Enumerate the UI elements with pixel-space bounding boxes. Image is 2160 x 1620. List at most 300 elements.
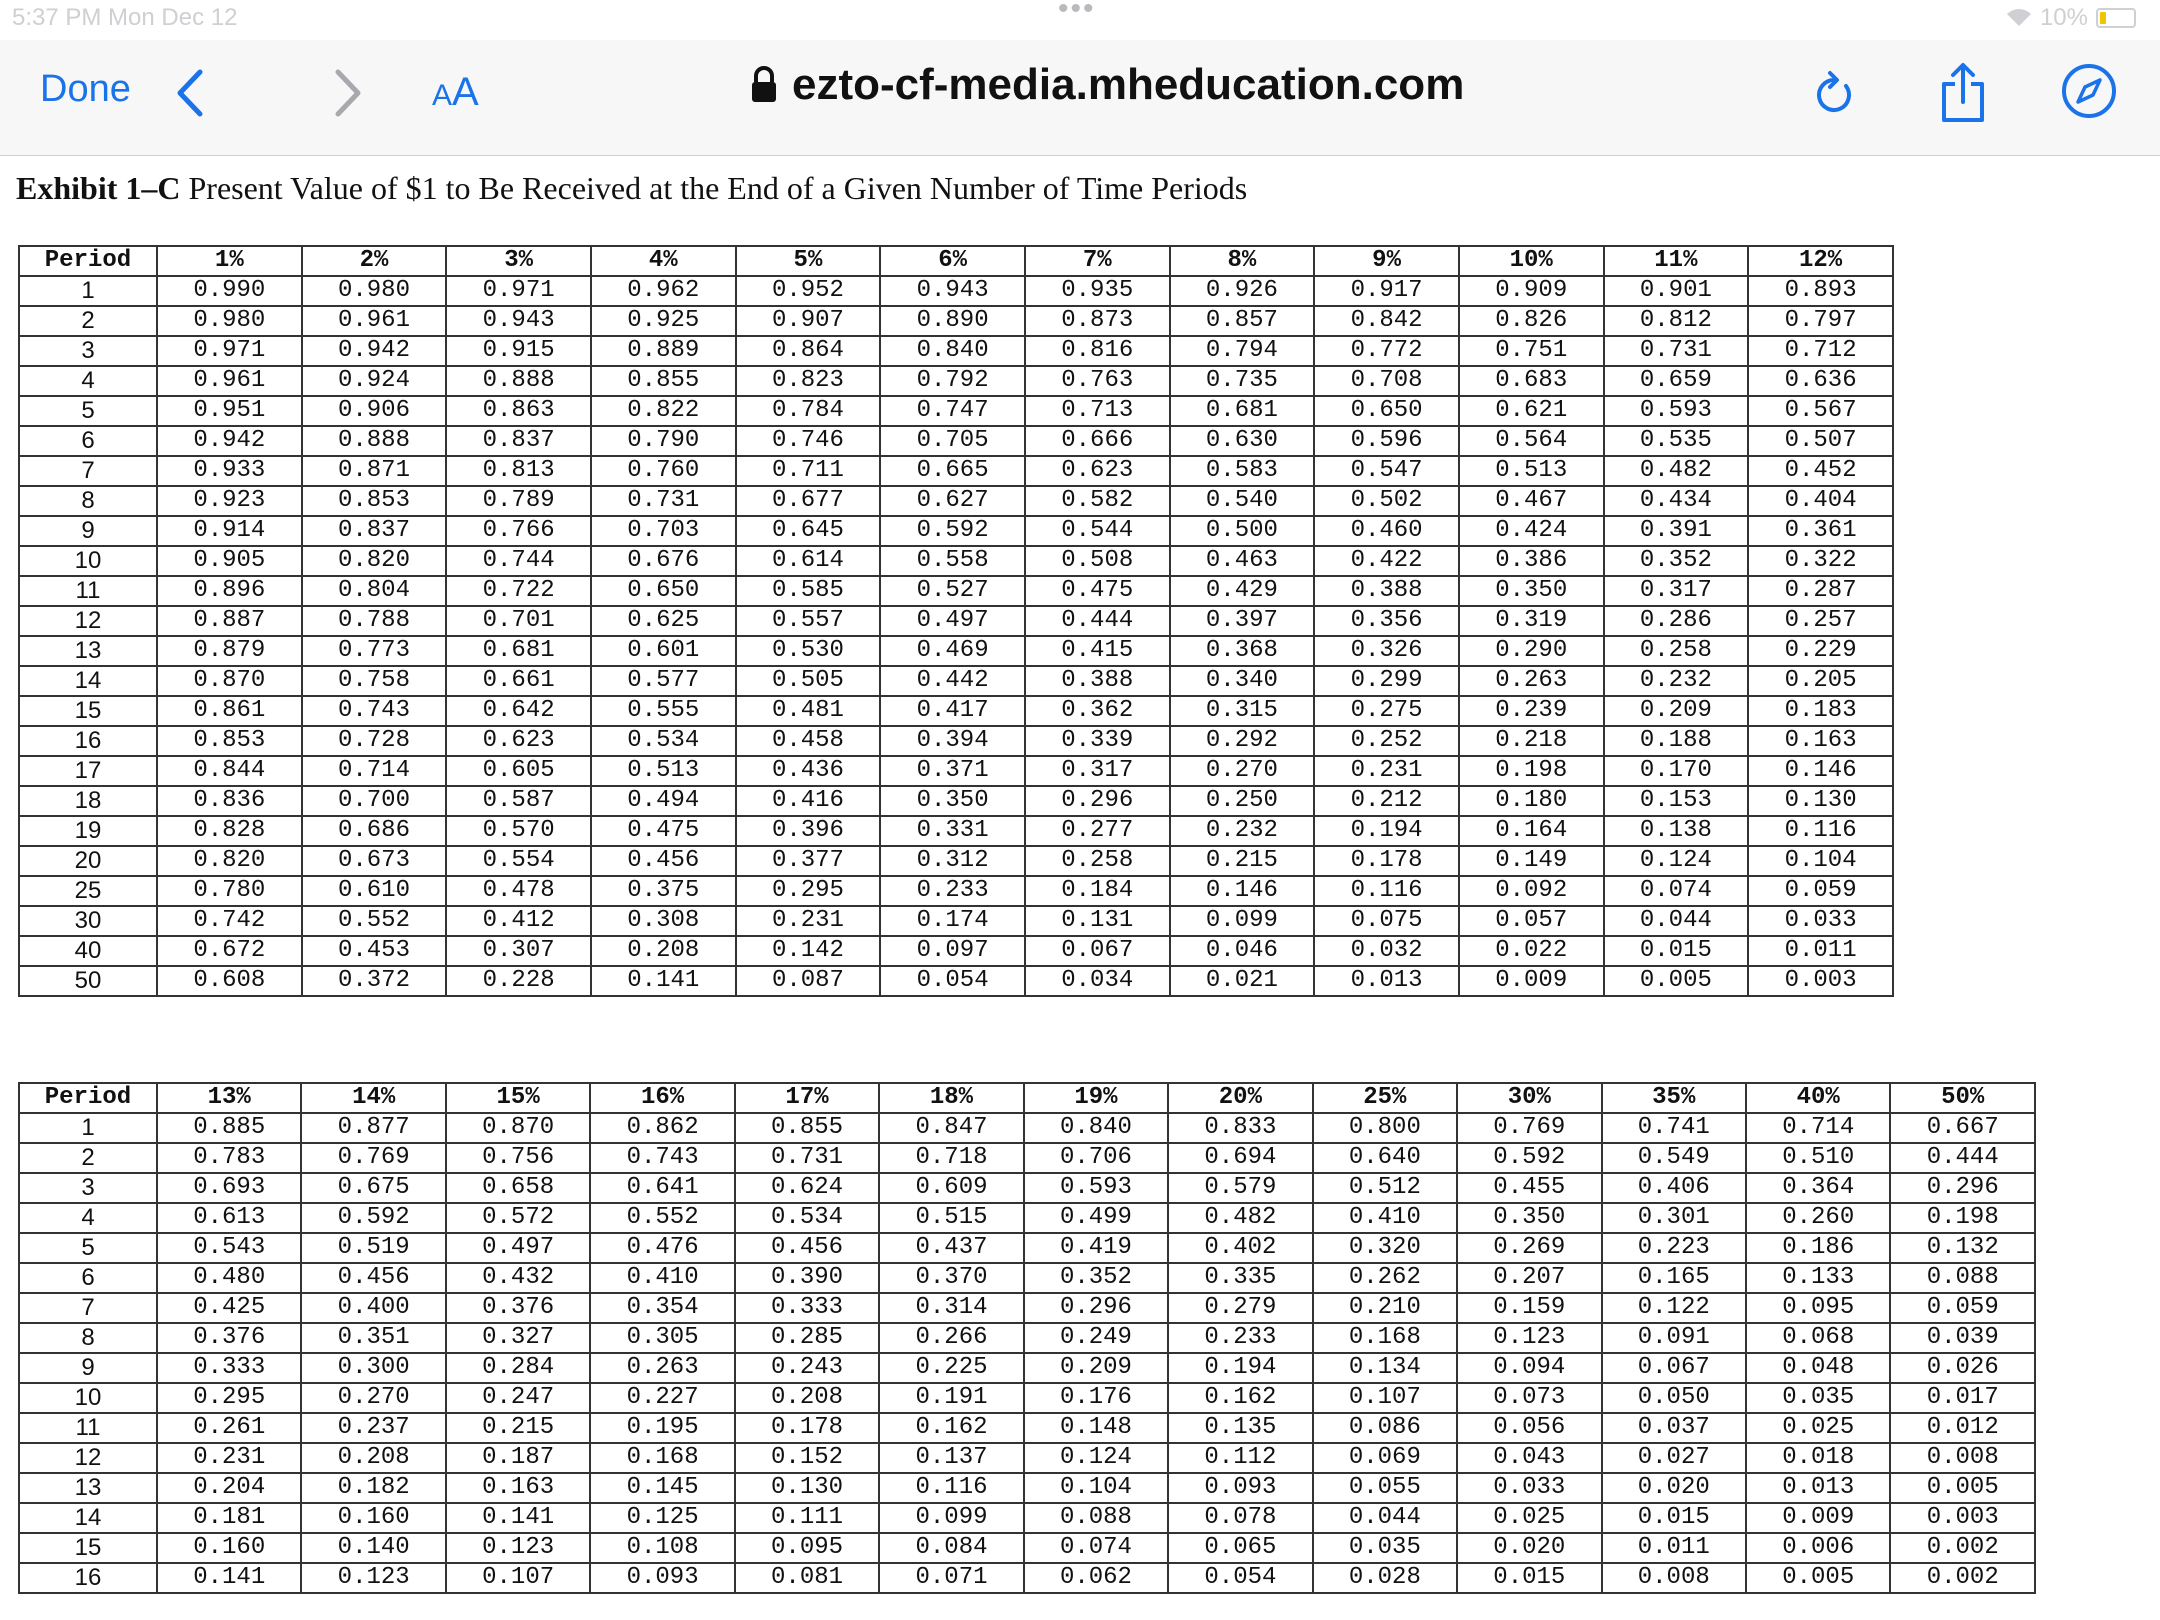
period-cell: 14 — [19, 666, 157, 696]
pv-factor-cell: 0.377 — [736, 846, 881, 876]
pv-factor-cell: 0.512 — [1313, 1173, 1457, 1203]
pv-factor-cell: 0.813 — [446, 456, 591, 486]
pv-factor-cell: 0.011 — [1602, 1533, 1746, 1563]
pv-factor-cell: 0.198 — [1459, 756, 1604, 786]
pv-factor-cell: 0.059 — [1748, 876, 1893, 906]
pv-factor-cell: 0.215 — [1170, 846, 1315, 876]
pv-factor-cell: 0.478 — [446, 876, 591, 906]
pv-factor-cell: 0.188 — [1604, 726, 1749, 756]
multitasking-dots[interactable]: ••• — [1058, 0, 1096, 25]
pv-factor-cell: 0.784 — [736, 396, 881, 426]
pv-factor-cell: 0.002 — [1890, 1563, 2035, 1593]
pv-factor-cell: 0.043 — [1457, 1443, 1601, 1473]
pv-factor-cell: 0.780 — [157, 876, 302, 906]
pv-factor-cell: 0.743 — [590, 1143, 734, 1173]
table-row — [19, 696, 1893, 726]
status-right — [2006, 4, 2136, 32]
pv-factor-cell: 0.879 — [157, 636, 302, 666]
pv-factor-cell: 0.592 — [1457, 1143, 1601, 1173]
pv-factor-cell: 0.184 — [1025, 876, 1170, 906]
rate-column-header: 17% — [735, 1083, 879, 1113]
pv-factor-cell: 0.037 — [1602, 1413, 1746, 1443]
pv-factor-cell: 0.275 — [1314, 696, 1459, 726]
share-icon[interactable] — [1938, 62, 1988, 124]
pv-factor-cell: 0.623 — [446, 726, 591, 756]
pv-factor-cell: 0.388 — [1025, 666, 1170, 696]
pv-factor-cell: 0.075 — [1314, 906, 1459, 936]
pv-factor-cell: 0.820 — [302, 546, 447, 576]
pv-factor-cell: 0.636 — [1748, 366, 1893, 396]
table-row — [19, 1383, 2035, 1413]
pv-factor-cell: 0.444 — [1890, 1143, 2035, 1173]
pv-factor-cell: 0.659 — [1604, 366, 1749, 396]
pv-factor-cell: 0.650 — [1314, 396, 1459, 426]
pv-factor-cell: 0.790 — [591, 426, 736, 456]
period-cell: 1 — [19, 276, 157, 306]
period-cell: 13 — [19, 1473, 157, 1503]
pv-factor-cell: 0.534 — [591, 726, 736, 756]
pv-factor-cell: 0.176 — [1024, 1383, 1168, 1413]
table-row — [19, 1443, 2035, 1473]
pv-factor-cell: 0.507 — [1748, 426, 1893, 456]
pv-factor-cell: 0.170 — [1604, 756, 1749, 786]
pv-factor-cell: 0.207 — [1457, 1263, 1601, 1293]
table-row — [19, 1143, 2035, 1173]
pv-factor-cell: 0.168 — [590, 1443, 734, 1473]
pv-factor-cell: 0.773 — [302, 636, 447, 666]
pv-factor-cell: 0.012 — [1890, 1413, 2035, 1443]
pv-factor-cell: 0.712 — [1748, 336, 1893, 366]
pv-factor-cell: 0.178 — [735, 1413, 879, 1443]
pv-factor-cell: 0.706 — [1024, 1143, 1168, 1173]
pv-factor-cell: 0.296 — [1024, 1293, 1168, 1323]
pv-factor-cell: 0.751 — [1459, 336, 1604, 366]
pv-factor-cell: 0.429 — [1170, 576, 1315, 606]
pv-factor-cell: 0.068 — [1746, 1323, 1890, 1353]
pv-factor-cell: 0.543 — [157, 1233, 301, 1263]
pv-factor-cell: 0.008 — [1890, 1443, 2035, 1473]
pv-factor-cell: 0.681 — [1170, 396, 1315, 426]
period-cell: 14 — [19, 1503, 157, 1533]
rate-column-header: 7% — [1025, 246, 1170, 276]
pv-factor-cell: 0.317 — [1604, 576, 1749, 606]
pv-factor-cell: 0.666 — [1025, 426, 1170, 456]
table-row — [19, 546, 1893, 576]
pv-factor-cell: 0.181 — [157, 1503, 301, 1533]
pv-factor-cell: 0.424 — [1459, 516, 1604, 546]
rate-column-header: 2% — [302, 246, 447, 276]
pv-factor-cell: 0.914 — [157, 516, 302, 546]
pv-factor-cell: 0.044 — [1313, 1503, 1457, 1533]
pv-factor-cell: 0.772 — [1314, 336, 1459, 366]
rate-column-header: 10% — [1459, 246, 1604, 276]
pv-factor-cell: 0.741 — [1602, 1113, 1746, 1143]
pv-factor-cell: 0.160 — [301, 1503, 445, 1533]
pv-factor-cell: 0.693 — [157, 1173, 301, 1203]
pv-factor-cell: 0.205 — [1748, 666, 1893, 696]
pv-factor-cell: 0.476 — [590, 1233, 734, 1263]
table-row — [19, 876, 1893, 906]
pv-factor-cell: 0.296 — [1890, 1173, 2035, 1203]
period-cell: 6 — [19, 1263, 157, 1293]
pv-factor-cell: 0.396 — [736, 816, 881, 846]
pv-factor-cell: 0.125 — [590, 1503, 734, 1533]
period-cell: 4 — [19, 366, 157, 396]
pv-factor-cell: 0.510 — [1746, 1143, 1890, 1173]
pv-factor-cell: 0.340 — [1170, 666, 1315, 696]
pv-factor-cell: 0.231 — [736, 906, 881, 936]
pv-factor-cell: 0.417 — [880, 696, 1025, 726]
pv-factor-cell: 0.701 — [446, 606, 591, 636]
pv-factor-cell: 0.285 — [735, 1323, 879, 1353]
pv-factor-cell: 0.971 — [157, 336, 302, 366]
pv-factor-cell: 0.069 — [1313, 1443, 1457, 1473]
pv-factor-cell: 0.138 — [1604, 816, 1749, 846]
pv-factor-cell: 0.364 — [1746, 1173, 1890, 1203]
battery-icon — [2096, 8, 2136, 28]
pv-factor-cell: 0.855 — [591, 366, 736, 396]
pv-factor-cell: 0.627 — [880, 486, 1025, 516]
pv-factor-cell: 0.308 — [591, 906, 736, 936]
pv-factor-cell: 0.540 — [1170, 486, 1315, 516]
table-row — [19, 1533, 2035, 1563]
pv-factor-cell: 0.065 — [1168, 1533, 1312, 1563]
pv-factor-cell: 0.025 — [1746, 1413, 1890, 1443]
pv-factor-cell: 0.279 — [1168, 1293, 1312, 1323]
table-row — [19, 816, 1893, 846]
table-row — [19, 756, 1893, 786]
pv-factor-cell: 0.718 — [879, 1143, 1023, 1173]
pv-factor-cell: 0.056 — [1457, 1413, 1601, 1443]
pv-factor-cell: 0.122 — [1602, 1293, 1746, 1323]
table-row — [19, 456, 1893, 486]
rate-column-header: 20% — [1168, 1083, 1312, 1113]
pv-factor-cell: 0.686 — [302, 816, 447, 846]
rate-column-header: 35% — [1602, 1083, 1746, 1113]
forward-icon[interactable] — [330, 66, 366, 120]
pv-factor-cell: 0.596 — [1314, 426, 1459, 456]
pv-factor-cell: 0.258 — [1604, 636, 1749, 666]
pv-factor-cell: 0.731 — [591, 486, 736, 516]
pv-factor-cell: 0.015 — [1604, 936, 1749, 966]
pv-factor-cell: 0.896 — [157, 576, 302, 606]
pv-factor-cell: 0.935 — [1025, 276, 1170, 306]
pv-factor-cell: 0.194 — [1314, 816, 1459, 846]
pv-factor-cell: 0.386 — [1459, 546, 1604, 576]
rate-column-header: 14% — [301, 1083, 445, 1113]
pv-factor-cell: 0.870 — [446, 1113, 590, 1143]
pv-factor-cell: 0.763 — [1025, 366, 1170, 396]
pv-factor-cell: 0.907 — [736, 306, 881, 336]
pv-factor-cell: 0.961 — [157, 366, 302, 396]
pv-factor-cell: 0.059 — [1890, 1293, 2035, 1323]
pv-factor-cell: 0.673 — [302, 846, 447, 876]
pv-factor-cell: 0.661 — [446, 666, 591, 696]
pv-factor-cell: 0.033 — [1748, 906, 1893, 936]
pv-factor-cell: 0.683 — [1459, 366, 1604, 396]
pv-factor-cell: 0.054 — [880, 966, 1025, 996]
rate-column-header: 12% — [1748, 246, 1893, 276]
pv-factor-cell: 0.174 — [880, 906, 1025, 936]
pv-factor-cell: 0.621 — [1459, 396, 1604, 426]
pv-factor-cell: 0.124 — [1604, 846, 1749, 876]
pv-factor-cell: 0.107 — [446, 1563, 590, 1593]
pv-factor-cell: 0.062 — [1024, 1563, 1168, 1593]
pv-factor-cell: 0.708 — [1314, 366, 1459, 396]
pv-factor-cell: 0.123 — [446, 1533, 590, 1563]
pv-factor-cell: 0.231 — [1314, 756, 1459, 786]
pv-factor-cell: 0.552 — [302, 906, 447, 936]
pv-factor-cell: 0.326 — [1314, 636, 1459, 666]
pv-factor-cell: 0.564 — [1459, 426, 1604, 456]
pv-factor-cell: 0.132 — [1890, 1233, 2035, 1263]
pv-factor-cell: 0.844 — [157, 756, 302, 786]
period-cell: 5 — [19, 1233, 157, 1263]
rate-column-header: 6% — [880, 246, 1025, 276]
pv-factor-cell: 0.074 — [1604, 876, 1749, 906]
table-row — [19, 1413, 2035, 1443]
battery-percent: 10% — [2039, 4, 2088, 31]
pv-factor-cell: 0.980 — [302, 276, 447, 306]
pv-factor-cell: 0.286 — [1604, 606, 1749, 636]
period-cell: 10 — [19, 546, 157, 576]
pv-factor-cell: 0.458 — [736, 726, 881, 756]
back-icon[interactable] — [172, 66, 208, 120]
period-column-header: Period — [19, 1083, 157, 1113]
pv-factor-cell: 0.011 — [1748, 936, 1893, 966]
pv-factor-cell: 0.681 — [446, 636, 591, 666]
table-header-row — [19, 1083, 2035, 1113]
pv-factor-cell: 0.942 — [157, 426, 302, 456]
pv-factor-cell: 0.943 — [880, 276, 1025, 306]
pv-factor-cell: 0.971 — [446, 276, 591, 306]
pv-factor-cell: 0.760 — [591, 456, 736, 486]
pv-factor-cell: 0.833 — [1168, 1113, 1312, 1143]
pv-factor-cell: 0.456 — [591, 846, 736, 876]
pv-factor-cell: 0.231 — [157, 1443, 301, 1473]
pv-factor-cell: 0.191 — [879, 1383, 1023, 1413]
pv-factor-cell: 0.585 — [736, 576, 881, 606]
pv-factor-cell: 0.534 — [735, 1203, 879, 1233]
pv-factor-cell: 0.614 — [736, 546, 881, 576]
pv-factor-cell: 0.877 — [301, 1113, 445, 1143]
pv-factor-cell: 0.091 — [1602, 1323, 1746, 1353]
period-cell: 3 — [19, 1173, 157, 1203]
pv-factor-cell: 0.086 — [1313, 1413, 1457, 1443]
pv-factor-cell: 0.890 — [880, 306, 1025, 336]
pv-factor-cell: 0.731 — [735, 1143, 879, 1173]
pv-factor-cell: 0.847 — [879, 1113, 1023, 1143]
pv-factor-cell: 0.208 — [301, 1443, 445, 1473]
pv-factor-cell: 0.456 — [735, 1233, 879, 1263]
pv-factor-cell: 0.623 — [1025, 456, 1170, 486]
lock-icon — [750, 66, 778, 104]
pv-factor-cell: 0.249 — [1024, 1323, 1168, 1353]
pv-factor-cell: 0.301 — [1602, 1203, 1746, 1233]
pv-factor-cell: 0.055 — [1313, 1473, 1457, 1503]
table-row — [19, 336, 1893, 366]
pv-factor-cell: 0.593 — [1604, 396, 1749, 426]
pv-factor-cell: 0.131 — [1025, 906, 1170, 936]
pv-factor-cell: 0.044 — [1604, 906, 1749, 936]
address-bar[interactable] — [750, 60, 1464, 110]
table-row — [19, 1113, 2035, 1143]
pv-factor-cell: 0.558 — [880, 546, 1025, 576]
table-row — [19, 1353, 2035, 1383]
pv-factor-cell: 0.333 — [157, 1353, 301, 1383]
pv-factor-cell: 0.820 — [157, 846, 302, 876]
pv-factor-cell: 0.356 — [1314, 606, 1459, 636]
pv-factor-cell: 0.415 — [1025, 636, 1170, 666]
pv-factor-cell: 0.794 — [1170, 336, 1315, 366]
pv-factor-cell: 0.500 — [1170, 516, 1315, 546]
pv-factor-cell: 0.239 — [1459, 696, 1604, 726]
done-button[interactable]: Done — [40, 68, 131, 110]
pv-factor-cell: 0.642 — [446, 696, 591, 726]
pv-factor-cell: 0.209 — [1024, 1353, 1168, 1383]
period-cell: 20 — [19, 846, 157, 876]
period-cell: 16 — [19, 726, 157, 756]
reload-icon[interactable] — [1812, 70, 1856, 120]
pv-factor-cell: 0.926 — [1170, 276, 1315, 306]
status-time: 5:37 PM Mon Dec 12 — [12, 4, 238, 31]
pv-factor-cell: 0.352 — [1604, 546, 1749, 576]
pv-factor-cell: 0.694 — [1168, 1143, 1312, 1173]
pv-factor-cell: 0.714 — [1746, 1113, 1890, 1143]
pv-factor-cell: 0.093 — [590, 1563, 734, 1593]
table-row — [19, 276, 1893, 306]
period-cell: 25 — [19, 876, 157, 906]
pv-factor-cell: 0.232 — [1604, 666, 1749, 696]
pv-factor-cell: 0.021 — [1170, 966, 1315, 996]
pv-factor-cell: 0.873 — [1025, 306, 1170, 336]
pv-factor-cell: 0.513 — [1459, 456, 1604, 486]
pv-factor-cell: 0.925 — [591, 306, 736, 336]
pv-factor-cell: 0.630 — [1170, 426, 1315, 456]
pv-factor-cell: 0.198 — [1890, 1203, 2035, 1233]
pv-factor-cell: 0.870 — [157, 666, 302, 696]
period-cell: 50 — [19, 966, 157, 996]
pv-factor-cell: 0.667 — [1890, 1113, 2035, 1143]
present-value-table-2 — [18, 1082, 2036, 1594]
exhibit-title — [16, 170, 1247, 207]
pv-factor-cell: 0.292 — [1170, 726, 1315, 756]
pv-factor-cell: 0.951 — [157, 396, 302, 426]
pv-factor-cell: 0.145 — [590, 1473, 734, 1503]
pv-factor-cell: 0.233 — [880, 876, 1025, 906]
pv-factor-cell: 0.137 — [879, 1443, 1023, 1473]
pv-factor-cell: 0.676 — [591, 546, 736, 576]
pv-factor-cell: 0.270 — [301, 1383, 445, 1413]
rate-column-header: 8% — [1170, 246, 1315, 276]
pv-factor-cell: 0.372 — [302, 966, 447, 996]
pv-factor-cell: 0.481 — [736, 696, 881, 726]
pv-factor-cell: 0.402 — [1168, 1233, 1312, 1263]
period-cell: 2 — [19, 306, 157, 336]
compass-icon[interactable] — [2060, 62, 2118, 120]
rate-column-header: 5% — [736, 246, 881, 276]
pv-factor-cell: 0.397 — [1170, 606, 1315, 636]
pv-factor-cell: 0.182 — [301, 1473, 445, 1503]
status-bar — [0, 0, 2160, 40]
pv-factor-cell: 0.168 — [1313, 1323, 1457, 1353]
pv-factor-cell: 0.804 — [302, 576, 447, 606]
pv-factor-cell: 0.017 — [1890, 1383, 2035, 1413]
pv-factor-cell: 0.108 — [590, 1533, 734, 1563]
pv-factor-cell: 0.163 — [446, 1473, 590, 1503]
pv-factor-cell: 0.130 — [735, 1473, 879, 1503]
period-cell: 2 — [19, 1143, 157, 1173]
pv-factor-cell: 0.290 — [1459, 636, 1604, 666]
pv-factor-cell: 0.351 — [301, 1323, 445, 1353]
rate-column-header: 1% — [157, 246, 302, 276]
pv-factor-cell: 0.116 — [879, 1473, 1023, 1503]
pv-factor-cell: 0.840 — [1024, 1113, 1168, 1143]
pv-factor-cell: 0.444 — [1025, 606, 1170, 636]
pv-factor-cell: 0.826 — [1459, 306, 1604, 336]
pv-factor-cell: 0.250 — [1170, 786, 1315, 816]
rate-column-header: 30% — [1457, 1083, 1601, 1113]
pv-factor-cell: 0.952 — [736, 276, 881, 306]
pv-factor-cell: 0.146 — [1170, 876, 1315, 906]
pv-factor-cell: 0.432 — [446, 1263, 590, 1293]
pv-factor-cell: 0.371 — [880, 756, 1025, 786]
pv-factor-cell: 0.104 — [1748, 846, 1893, 876]
pv-factor-cell: 0.223 — [1602, 1233, 1746, 1263]
pv-factor-cell: 0.141 — [157, 1563, 301, 1593]
pv-factor-cell: 0.165 — [1602, 1263, 1746, 1293]
table-row — [19, 846, 1893, 876]
pv-factor-cell: 0.885 — [157, 1113, 301, 1143]
table-row — [19, 1233, 2035, 1263]
pv-factor-cell: 0.227 — [590, 1383, 734, 1413]
pv-factor-cell: 0.135 — [1168, 1413, 1312, 1443]
pv-factor-cell: 0.388 — [1314, 576, 1459, 606]
pv-factor-cell: 0.225 — [879, 1353, 1023, 1383]
period-cell: 5 — [19, 396, 157, 426]
pv-factor-cell: 0.980 — [157, 306, 302, 336]
period-cell: 8 — [19, 1323, 157, 1353]
pv-factor-cell: 0.215 — [446, 1413, 590, 1443]
pv-factor-cell: 0.228 — [446, 966, 591, 996]
pv-factor-cell: 0.855 — [735, 1113, 879, 1143]
pv-factor-cell: 0.046 — [1170, 936, 1315, 966]
pv-factor-cell: 0.842 — [1314, 306, 1459, 336]
period-cell: 6 — [19, 426, 157, 456]
period-cell: 12 — [19, 606, 157, 636]
pv-factor-cell: 0.087 — [736, 966, 881, 996]
pv-factor-cell: 0.149 — [1459, 846, 1604, 876]
pv-factor-cell: 0.013 — [1746, 1473, 1890, 1503]
text-size-button[interactable]: AA — [432, 70, 479, 114]
period-cell: 7 — [19, 1293, 157, 1323]
pv-factor-cell: 0.923 — [157, 486, 302, 516]
period-cell: 12 — [19, 1443, 157, 1473]
pv-factor-cell: 0.210 — [1313, 1293, 1457, 1323]
pv-factor-cell: 0.677 — [736, 486, 881, 516]
pv-factor-cell: 0.028 — [1313, 1563, 1457, 1593]
pv-factor-cell: 0.107 — [1313, 1383, 1457, 1413]
pv-factor-cell: 0.601 — [591, 636, 736, 666]
pv-factor-cell: 0.339 — [1025, 726, 1170, 756]
pv-factor-cell: 0.015 — [1457, 1563, 1601, 1593]
pv-factor-cell: 0.961 — [302, 306, 447, 336]
pv-factor-cell: 0.071 — [879, 1563, 1023, 1593]
pv-factor-cell: 0.208 — [591, 936, 736, 966]
pv-factor-cell: 0.783 — [157, 1143, 301, 1173]
pv-factor-cell: 0.436 — [736, 756, 881, 786]
pv-factor-cell: 0.608 — [157, 966, 302, 996]
